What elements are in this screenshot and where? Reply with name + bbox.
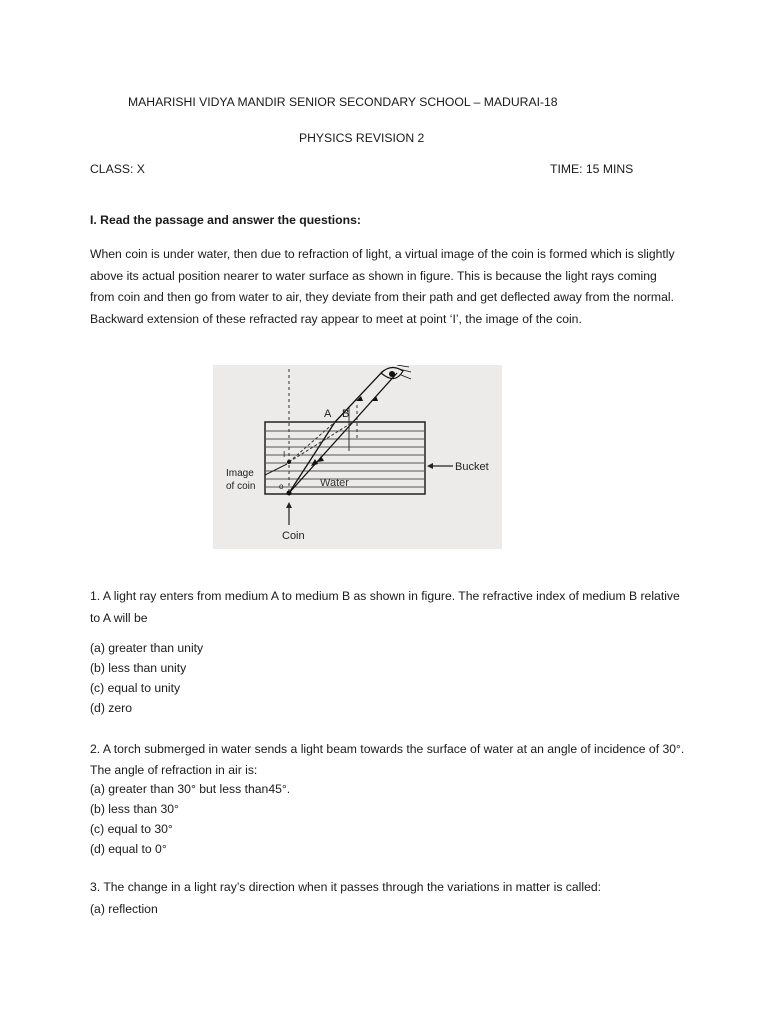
time-label: TIME: 15 MINS bbox=[550, 162, 634, 176]
class-label: CLASS: X bbox=[90, 162, 145, 176]
question-3-text: 3. The change in a light ray’s direction when it passes through the variations in matter is called: bbox=[90, 880, 602, 894]
label-bucket: Bucket bbox=[455, 461, 489, 473]
option: (d) equal to 0° bbox=[90, 842, 167, 856]
label-a: A bbox=[324, 408, 332, 420]
refraction-figure bbox=[213, 365, 502, 549]
ray-extension bbox=[289, 422, 335, 462]
arrow-head bbox=[371, 396, 378, 401]
arrow-head bbox=[317, 456, 324, 462]
question-3-options bbox=[90, 899, 690, 919]
label-coin: Coin bbox=[282, 530, 305, 542]
option: (c) equal to 30° bbox=[90, 822, 173, 836]
label-b: B bbox=[342, 408, 350, 420]
eye-icon bbox=[381, 365, 411, 379]
option: (b) less than 30° bbox=[90, 802, 179, 816]
label-image-line2: of coin bbox=[226, 481, 256, 492]
refraction-diagram bbox=[213, 365, 502, 549]
option: (d) zero bbox=[90, 701, 132, 715]
section-heading: I. Read the passage and answer the questions: bbox=[90, 213, 361, 227]
arrow-head bbox=[286, 502, 292, 508]
question-1-text: 1. A light ray enters from medium A to medium B as shown in figure. The refractive index of medium B relative to A will be bbox=[90, 589, 680, 625]
option: (a) reflection bbox=[90, 902, 158, 916]
label-i: I bbox=[283, 450, 286, 459]
subject-title: PHYSICS REVISION 2 bbox=[299, 131, 425, 145]
question-2-text: 2. A torch submerged in water sends a light beam towards the surface of water at an angle of incidence of 30°. The angle of refraction in air is: bbox=[90, 742, 685, 777]
school-name: MAHARISHI VIDYA MANDIR SENIOR SECONDARY SCHOOL – MADURAI-18 bbox=[128, 95, 558, 109]
option: (a) greater than 30° but less than45°. bbox=[90, 782, 291, 796]
passage: When coin is under water, then due to refraction of light, a virtual image of the coin is formed which is slightly above its actual position nearer to water surface as shown in figure. This is because the light rays coming from coin and then go from water to air, they deviate from their path and get deflected away from the normal. Backward extension of these refracted ray appear to meet at point ‘I’, the image of the coin. bbox=[90, 247, 675, 326]
option: (a) greater than unity bbox=[90, 641, 204, 655]
image-pointer bbox=[265, 464, 287, 475]
arrow-head bbox=[311, 459, 318, 466]
label-o: o bbox=[279, 482, 284, 491]
question-1-options bbox=[90, 638, 690, 718]
image-point bbox=[287, 460, 291, 464]
label-image-line1: Image bbox=[226, 468, 254, 479]
question-2-options bbox=[90, 779, 690, 859]
option: (c) equal to unity bbox=[90, 681, 181, 695]
arrow-head bbox=[427, 463, 433, 469]
label-water: Water bbox=[320, 477, 349, 489]
coin-point bbox=[287, 491, 292, 496]
option: (b) less than unity bbox=[90, 661, 187, 675]
